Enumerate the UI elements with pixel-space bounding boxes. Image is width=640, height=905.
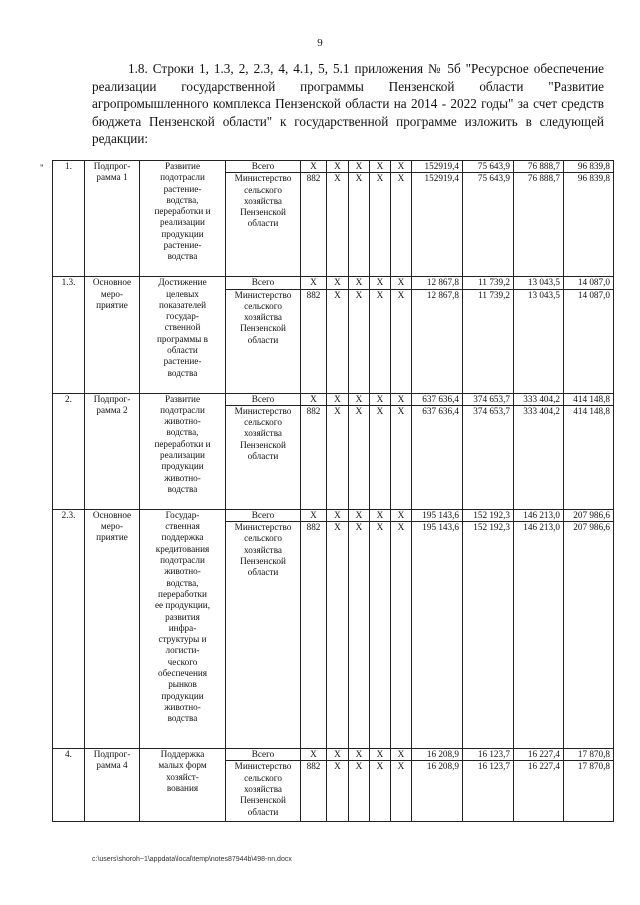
executor-ministry-cell: Министерство сельского хозяйства Пензенской области bbox=[226, 761, 301, 822]
total-x1-cell: X bbox=[327, 277, 349, 289]
amendment-text: 1.8. Строки 1, 1.3, 2, 2.3, 4, 4.1, 5, 5.1 приложения № 5б "Ресурсное обеспечение реализации государственной программы Пензенской области "Развитие агропромышленного комплекса Пензенской области на 2014 - 2022 годы" за счет средств бюджета Пензенской области" к государственной программе изложить в следующей редакции: bbox=[92, 61, 604, 146]
ministry-code-cell: 882 bbox=[301, 405, 327, 509]
total-v3-cell: 13 043,5 bbox=[514, 277, 564, 289]
total-v1-cell: 12 867,8 bbox=[412, 277, 463, 289]
total-v2-cell: 374 653,7 bbox=[463, 393, 514, 405]
ministry-x1-cell: X bbox=[327, 173, 349, 277]
executor-total-cell: Всего bbox=[226, 509, 301, 521]
ministry-code-cell: 882 bbox=[301, 761, 327, 822]
total-v1-cell: 16 208,9 bbox=[412, 749, 463, 761]
file-path-footer: c:\users\shoroh~1\appdata\local\temp\notes87944b\498-nn.docx bbox=[92, 856, 292, 863]
total-code-cell: X bbox=[301, 393, 327, 405]
total-x2-cell: X bbox=[349, 161, 370, 173]
total-x4-cell: X bbox=[391, 277, 412, 289]
executor-total-cell: Всего bbox=[226, 749, 301, 761]
ministry-x3-cell: X bbox=[370, 522, 391, 749]
ministry-code-cell: 882 bbox=[301, 289, 327, 393]
ministry-code-cell: 882 bbox=[301, 522, 327, 749]
total-x4-cell: X bbox=[391, 749, 412, 761]
ministry-x1-cell: X bbox=[327, 289, 349, 393]
ministry-x3-cell: X bbox=[370, 761, 391, 822]
ministry-x3-cell: X bbox=[370, 289, 391, 393]
ministry-v4-cell: 14 087,0 bbox=[564, 289, 614, 393]
table-row-total bbox=[53, 277, 614, 289]
ministry-x2-cell: X bbox=[349, 761, 370, 822]
total-v2-cell: 152 192,3 bbox=[463, 509, 514, 521]
ministry-x4-cell: X bbox=[391, 761, 412, 822]
row-type-cell: Подпрог- рамма 1 bbox=[85, 161, 140, 277]
total-v4-cell: 17 870,8 bbox=[564, 749, 614, 761]
total-v2-cell: 16 123,7 bbox=[463, 749, 514, 761]
total-x1-cell: X bbox=[327, 393, 349, 405]
row-type-cell: Подпрог- рамма 2 bbox=[85, 393, 140, 509]
row-name-cell: Развитие подотрасли растение- водства, переработки и реализации продукции растение- водства bbox=[140, 161, 226, 277]
total-x1-cell: X bbox=[327, 161, 349, 173]
ministry-v4-cell: 17 870,8 bbox=[564, 761, 614, 822]
ministry-v3-cell: 146 213,0 bbox=[514, 522, 564, 749]
row-number-cell: 2. bbox=[53, 393, 85, 509]
ministry-v4-cell: 96 839,8 bbox=[564, 173, 614, 277]
ministry-v2-cell: 75 643,9 bbox=[463, 173, 514, 277]
resource-table bbox=[52, 160, 614, 822]
total-v3-cell: 76 888,7 bbox=[514, 161, 564, 173]
executor-total-cell: Всего bbox=[226, 393, 301, 405]
ministry-x4-cell: X bbox=[391, 522, 412, 749]
ministry-x2-cell: X bbox=[349, 289, 370, 393]
total-x2-cell: X bbox=[349, 277, 370, 289]
ministry-v2-cell: 16 123,7 bbox=[463, 761, 514, 822]
total-code-cell: X bbox=[301, 277, 327, 289]
total-v4-cell: 96 839,8 bbox=[564, 161, 614, 173]
row-type-cell: Основное меро- приятие bbox=[85, 509, 140, 748]
ministry-x2-cell: X bbox=[349, 173, 370, 277]
ministry-v3-cell: 16 227,4 bbox=[514, 761, 564, 822]
table-body bbox=[53, 161, 614, 822]
total-code-cell: X bbox=[301, 749, 327, 761]
total-x1-cell: X bbox=[327, 749, 349, 761]
ministry-v2-cell: 11 739,2 bbox=[463, 289, 514, 393]
ministry-x3-cell: X bbox=[370, 405, 391, 509]
total-x3-cell: X bbox=[370, 393, 391, 405]
ministry-v1-cell: 637 636,4 bbox=[412, 405, 463, 509]
executor-total-cell: Всего bbox=[226, 277, 301, 289]
ministry-x1-cell: X bbox=[327, 405, 349, 509]
executor-ministry-cell: Министерство сельского хозяйства Пензенской области bbox=[226, 405, 301, 509]
ministry-x4-cell: X bbox=[391, 289, 412, 393]
total-x4-cell: X bbox=[391, 509, 412, 521]
total-v3-cell: 16 227,4 bbox=[514, 749, 564, 761]
total-x4-cell: X bbox=[391, 161, 412, 173]
row-name-cell: Государ- ственная поддержка кредитования подотрасли животно- водства, переработки ее продукции, развития инфра- структуры и логисти- ческого обеспечения рынков продукции животно- водства bbox=[140, 509, 226, 748]
ministry-x4-cell: X bbox=[391, 173, 412, 277]
table-row-total bbox=[53, 161, 614, 173]
ministry-x1-cell: X bbox=[327, 761, 349, 822]
ministry-v1-cell: 195 143,6 bbox=[412, 522, 463, 749]
total-v4-cell: 414 148,8 bbox=[564, 393, 614, 405]
total-v2-cell: 11 739,2 bbox=[463, 277, 514, 289]
executor-total-cell: Всего bbox=[226, 161, 301, 173]
executor-ministry-cell: Министерство сельского хозяйства Пензенской области bbox=[226, 173, 301, 277]
total-v2-cell: 75 643,9 bbox=[463, 161, 514, 173]
total-v4-cell: 207 986,6 bbox=[564, 509, 614, 521]
ministry-v2-cell: 374 653,7 bbox=[463, 405, 514, 509]
row-number-cell: 1.3. bbox=[53, 277, 85, 393]
row-number-cell: 2.3. bbox=[53, 509, 85, 748]
ministry-v1-cell: 12 867,8 bbox=[412, 289, 463, 393]
ministry-x1-cell: X bbox=[327, 522, 349, 749]
ministry-x3-cell: X bbox=[370, 173, 391, 277]
ministry-v4-cell: 414 148,8 bbox=[564, 405, 614, 509]
total-v1-cell: 195 143,6 bbox=[412, 509, 463, 521]
row-name-cell: Развитие подотрасли животно- водства, переработки и реализации продукции животно- водства bbox=[140, 393, 226, 509]
ministry-x2-cell: X bbox=[349, 522, 370, 749]
row-type-cell: Основное меро- приятие bbox=[85, 277, 140, 393]
total-x3-cell: X bbox=[370, 509, 391, 521]
row-name-cell: Поддержка малых форм хозяйст- вования bbox=[140, 749, 226, 822]
total-x2-cell: X bbox=[349, 509, 370, 521]
ministry-x2-cell: X bbox=[349, 405, 370, 509]
ministry-v1-cell: 152919,4 bbox=[412, 173, 463, 277]
total-v4-cell: 14 087,0 bbox=[564, 277, 614, 289]
total-x4-cell: X bbox=[391, 393, 412, 405]
row-type-cell: Подпрог- рамма 4 bbox=[85, 749, 140, 822]
total-x2-cell: X bbox=[349, 393, 370, 405]
total-x3-cell: X bbox=[370, 161, 391, 173]
total-x1-cell: X bbox=[327, 509, 349, 521]
total-v3-cell: 146 213,0 bbox=[514, 509, 564, 521]
total-code-cell: X bbox=[301, 161, 327, 173]
opening-quote-mark: " bbox=[40, 163, 44, 173]
table-row-total bbox=[53, 509, 614, 521]
total-x2-cell: X bbox=[349, 749, 370, 761]
total-code-cell: X bbox=[301, 509, 327, 521]
total-x3-cell: X bbox=[370, 749, 391, 761]
ministry-v4-cell: 207 986,6 bbox=[564, 522, 614, 749]
row-name-cell: Достижение целевых показателей государ- ственной программы в области растение- водства bbox=[140, 277, 226, 393]
ministry-v3-cell: 333 404,2 bbox=[514, 405, 564, 509]
ministry-v3-cell: 76 888,7 bbox=[514, 173, 564, 277]
ministry-v2-cell: 152 192,3 bbox=[463, 522, 514, 749]
total-x3-cell: X bbox=[370, 277, 391, 289]
ministry-v1-cell: 16 208,9 bbox=[412, 761, 463, 822]
executor-ministry-cell: Министерство сельского хозяйства Пензенской области bbox=[226, 522, 301, 749]
amendment-paragraph bbox=[92, 60, 604, 148]
executor-ministry-cell: Министерство сельского хозяйства Пензенской области bbox=[226, 289, 301, 393]
total-v1-cell: 152919,4 bbox=[412, 161, 463, 173]
total-v3-cell: 333 404,2 bbox=[514, 393, 564, 405]
row-number-cell: 4. bbox=[53, 749, 85, 822]
ministry-v3-cell: 13 043,5 bbox=[514, 289, 564, 393]
page-number: 9 bbox=[317, 37, 323, 49]
table-row-total bbox=[53, 393, 614, 405]
ministry-x4-cell: X bbox=[391, 405, 412, 509]
ministry-code-cell: 882 bbox=[301, 173, 327, 277]
row-number-cell: 1. bbox=[53, 161, 85, 277]
table-row-total bbox=[53, 749, 614, 761]
total-v1-cell: 637 636,4 bbox=[412, 393, 463, 405]
